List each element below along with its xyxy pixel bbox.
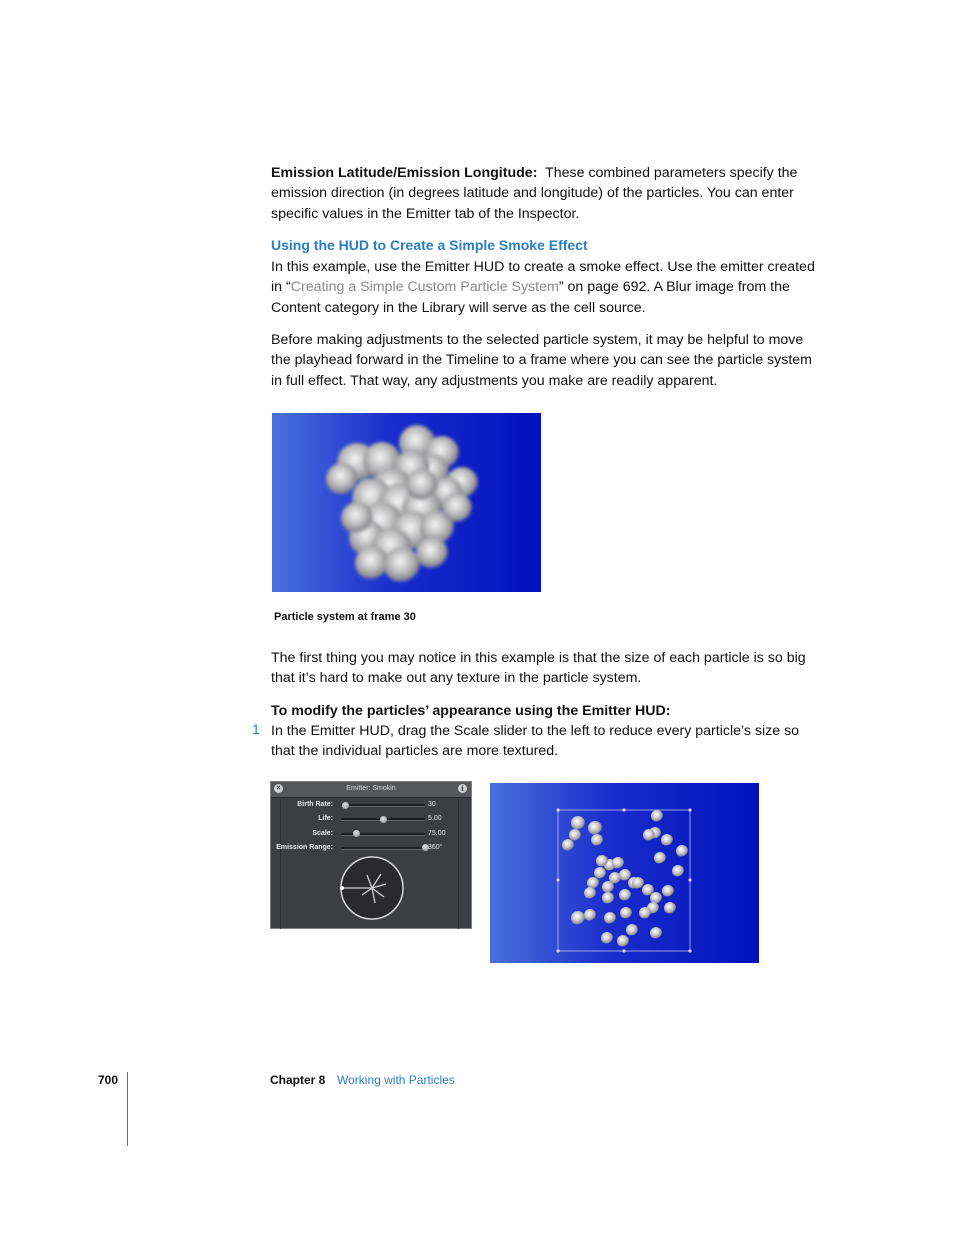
- hud-slider-knob[interactable]: [380, 816, 387, 823]
- figure-caption: Particle system at frame 30: [274, 611, 416, 623]
- hud-slider-knob[interactable]: [353, 830, 360, 837]
- hud-divider-right: [458, 797, 459, 929]
- section-heading: Using the HUD to Create a Simple Smoke Effect: [271, 237, 588, 253]
- smoke-particle-figure: [272, 413, 541, 592]
- term-label: Emission Latitude/Emission Longitude:: [271, 165, 538, 181]
- info-icon[interactable]: i: [458, 784, 467, 793]
- hud-slider-value[interactable]: 30: [428, 801, 436, 808]
- hud-title: Emitter: Smokin: [346, 785, 396, 792]
- hud-slider-value[interactable]: 360°: [428, 843, 443, 851]
- textured-particle-figure: [490, 783, 759, 963]
- hud-slider-knob[interactable]: [342, 802, 349, 809]
- emission-dial[interactable]: [339, 855, 405, 921]
- hud-slider-label: Emission Range:: [276, 843, 333, 851]
- footer-chapter-title[interactable]: Working with Particles: [337, 1073, 455, 1087]
- emitter-hud-panel: [270, 781, 472, 929]
- task-heading: To modify the particles’ appearance using the Emitter HUD:: [271, 703, 671, 719]
- hud-slider-label: Scale:: [312, 829, 333, 837]
- intro-text-after: ” on page 692. A Blur image from the Content category in the Library will serve as the cell source.: [271, 279, 790, 316]
- term-description: These combined parameters specify the emission direction (in degrees latitude and longitude) of the particles. You can enter specific values in the Emitter tab of the Inspector.: [271, 165, 798, 222]
- dial-handle[interactable]: [340, 886, 344, 890]
- texture-paragraph: The first thing you may notice in this example is that the size of each particle is so big that it’s hard to make out any texture in the particle system.: [271, 650, 806, 687]
- cross-reference-link[interactable]: Creating a Simple Custom Particle System: [290, 279, 559, 296]
- hud-slider-label: Birth Rate:: [297, 801, 333, 808]
- footer-chapter-label: Chapter 8: [270, 1073, 326, 1087]
- emission-latitude-paragraph: [271, 163, 823, 224]
- step-number: 1: [252, 721, 260, 737]
- intro-text-before: In this example, use the Emitter HUD to create a smoke effect. Use the emitter created in “: [271, 259, 815, 296]
- playhead-paragraph: Before making adjustments to the selected particle system, it may be helpful to move the playhead forward in the Timeline to a frame where you can see the particle system in full effect. That way, any adjustments you make are readily apparent.: [271, 332, 812, 389]
- footer-divider: [127, 1072, 128, 1146]
- step-text: In the Emitter HUD, drag the Scale slider to the left to reduce every particle’s size so that the individual particles are more textured.: [271, 723, 800, 760]
- close-icon[interactable]: ×: [274, 784, 283, 793]
- hud-slider-value[interactable]: 75.00: [428, 829, 446, 837]
- hud-slider-track[interactable]: [341, 804, 425, 807]
- hud-slider-value[interactable]: 5.00: [428, 815, 442, 823]
- intro-paragraph: [271, 257, 823, 318]
- hud-slider-track[interactable]: [341, 847, 425, 850]
- hud-divider-left: [280, 797, 281, 929]
- page-number: 700: [98, 1073, 119, 1087]
- hud-slider-label: Life:: [318, 815, 333, 823]
